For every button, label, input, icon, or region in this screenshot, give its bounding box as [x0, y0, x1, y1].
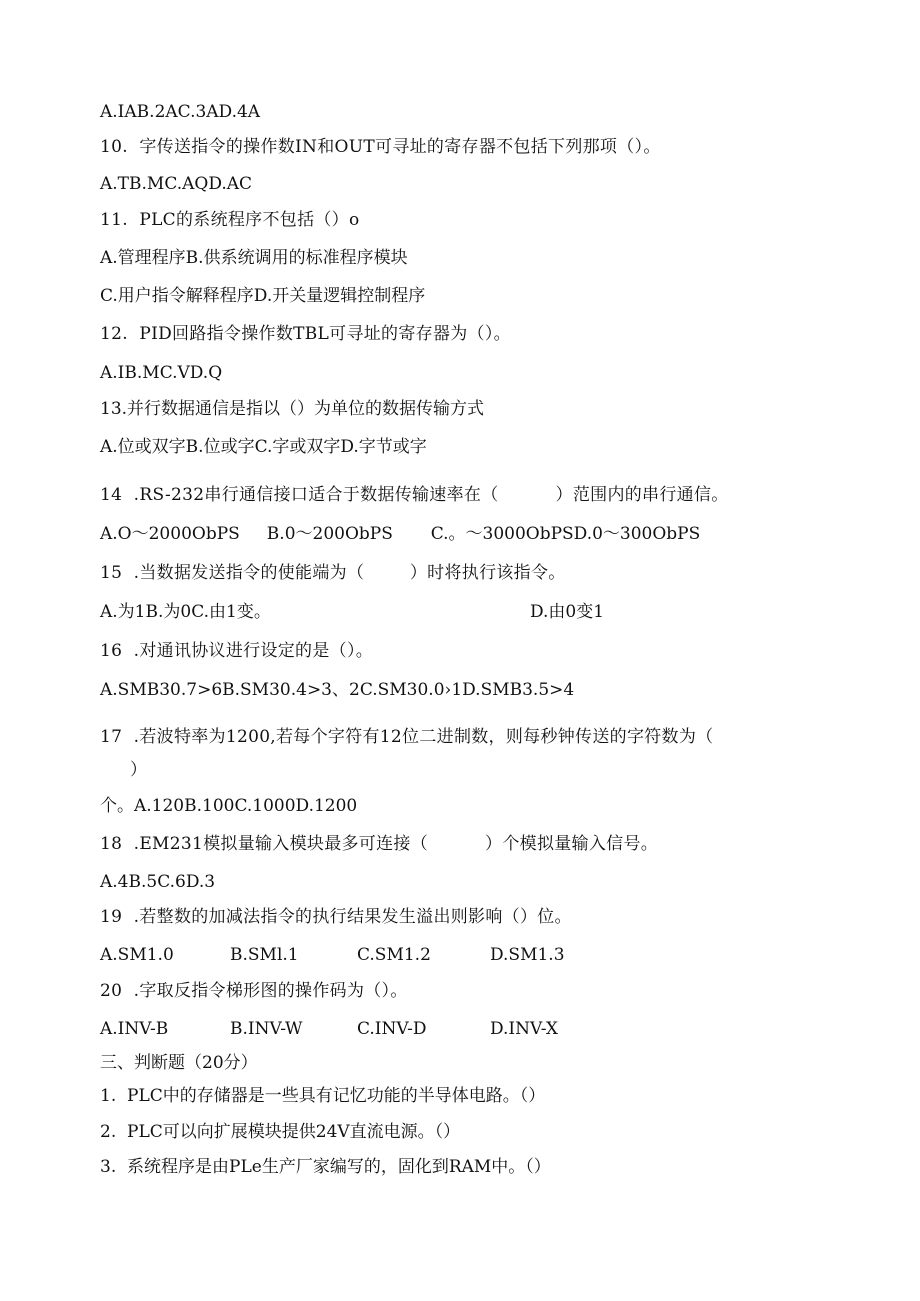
q15-question: 15 .当数据发送指令的使能端为（ ）时将执行该指令。	[100, 563, 566, 583]
q17-options: 个。A.120B.100C.1000D.1200	[100, 796, 358, 816]
q11-options-line-1: A.管理程序B.供系统调用的标准程序模块	[100, 248, 408, 268]
q18-options: A.4B.5C.6D.3	[100, 872, 216, 892]
q19-question: 19 .若整数的加减法指令的执行结果发生溢出则影响（）位。	[100, 907, 572, 927]
section-heading: 三、判断题（20分）	[100, 1053, 258, 1073]
q10-options: A.TB.MC.AQD.AC	[100, 174, 253, 194]
q20-option-d: D.INV-X	[490, 1019, 558, 1039]
q15-option-d: D.由0变1	[530, 602, 605, 622]
q19-option-b: B.SMl.1	[230, 945, 299, 965]
q10-question: 10. 字传送指令的操作数IN和OUT可寻址的寄存器不包括下列那项（）。	[100, 137, 661, 157]
q17-question: 17 .若波特率为1200,若每个字符有12位二进制数，则每秒钟传送的字符数为（	[100, 727, 714, 747]
q20-option-a: A.INV-B	[100, 1019, 169, 1039]
q13-options: A.位或双字B.位或字C.字或双字D.字节或字	[100, 437, 427, 457]
q19-option-a: A.SM1.0	[100, 945, 174, 965]
q14-options: A.O～2000ObPS B.0～200ObPS C.。～3000ObPSD.0～300ObPS	[100, 524, 701, 544]
q15-options: A.为1B.为0C.由1变。	[100, 602, 271, 622]
q12-question: 12. PID回路指令操作数TBL可寻址的寄存器为（）。	[100, 324, 511, 344]
q18-question: 18 .EM231模拟量输入模块最多可连接（ ）个模拟量输入信号。	[100, 834, 659, 854]
q17-question-cont: ）	[130, 760, 147, 780]
q20-option-c: C.INV-D	[357, 1019, 427, 1039]
q11-question: 11. PLC的系统程序不包括（）o	[100, 210, 360, 230]
tf-item-2: 2. PLC可以向扩展模块提供24V直流电源。（）	[100, 1122, 461, 1142]
q12-options: A.IB.MC.VD.Q	[100, 363, 223, 383]
q13-question: 13.并行数据通信是指以（）为单位的数据传输方式	[100, 399, 485, 419]
q16-options: A.SMB30.7>6B.SM30.4>3、2C.SM30.0›1D.SMB3.5>4	[100, 680, 575, 700]
q19-option-d: D.SM1.3	[490, 945, 565, 965]
q19-option-c: C.SM1.2	[357, 945, 431, 965]
q16-question: 16 .对通讯协议进行设定的是（）。	[100, 641, 374, 661]
tf-item-3: 3. 系统程序是由PLe生产厂家编写的，固化到RAM中。（）	[100, 1157, 551, 1177]
q14-question: 14 .RS-232串行通信接口适合于数据传输速率在（ ）范围内的串行通信。	[100, 485, 729, 505]
q20-option-b: B.INV-W	[230, 1019, 303, 1039]
tf-item-1: 1. PLC中的存储器是一些具有记忆功能的半导体电路。（）	[100, 1086, 546, 1106]
q20-question: 20 .字取反指令梯形图的操作码为（）。	[100, 981, 408, 1001]
q11-options-line-2: C.用户指令解释程序D.开关量逻辑控制程序	[100, 286, 426, 306]
q9-options: A.IAB.2AC.3AD.4A	[100, 102, 261, 122]
